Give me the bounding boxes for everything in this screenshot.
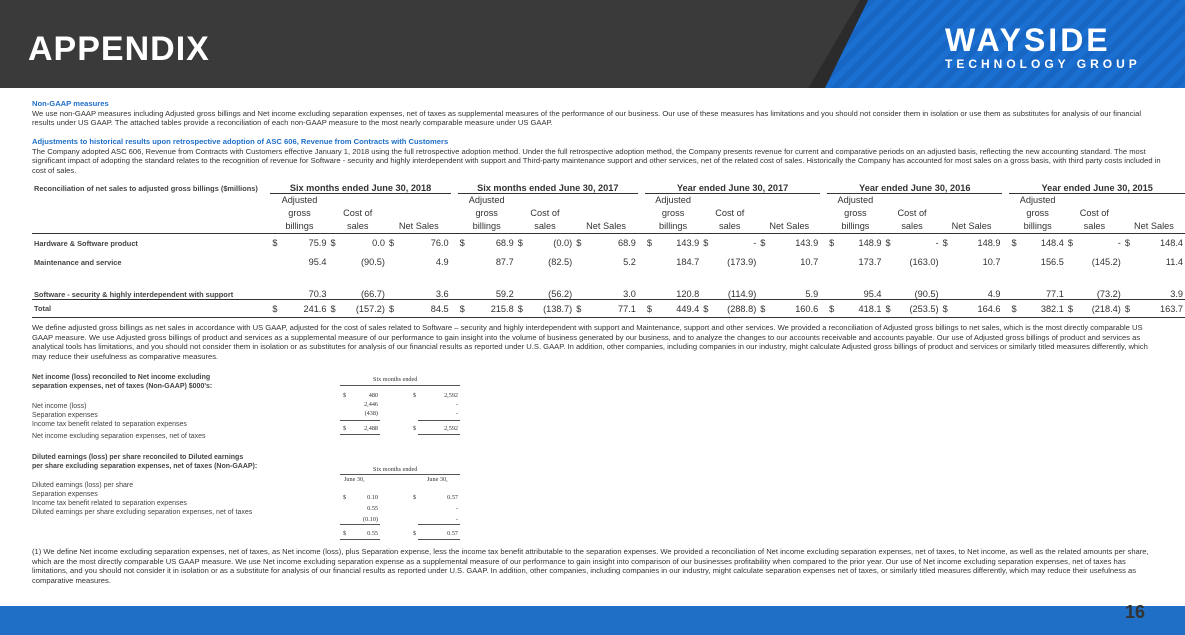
table-cell: (56.2) [548,289,573,299]
table-cell: 95.4 [308,257,327,267]
table-cell: 164.6 [977,303,1001,314]
col-header: gross [844,208,867,218]
col-header: Cost of [1079,208,1109,218]
col-header: Net Sales [1134,221,1174,231]
table-cell: (82.5) [548,257,573,267]
currency-symbol: $ [829,303,835,314]
column-spacer [820,253,827,272]
table-cell: (253.5) [909,303,939,314]
eps-dollar: $ [343,530,347,537]
eps-sum-rule [340,524,380,525]
currency-symbol [458,272,475,300]
eps-value: 0.55 [367,530,378,537]
asc606-heading: Adjustments to historical results upon retrospective adoption of ASC 606, Revenue from Contracts with Customers [32,137,449,146]
column-spacer [1002,234,1009,253]
col-header-row-1 [32,194,1185,208]
currency-symbol: $ [272,303,278,314]
table-cell: 241.6 [303,303,327,314]
currency-symbol [387,253,404,272]
eps-header-rule [340,474,460,475]
nongaap-section [32,99,1162,128]
page-title: APPENDIX [28,30,210,68]
table-cell: 3.9 [1170,289,1183,299]
currency-symbol: $ [388,303,395,314]
table-cell: 3.0 [623,289,636,299]
eps-dollar: $ [413,530,417,537]
table-cell: 4.9 [435,257,449,267]
currency-symbol: $ [1124,238,1130,249]
definition-section [32,323,1162,361]
currency-symbol: $ [885,238,891,249]
currency-symbol: $ [517,238,523,249]
table-cell: - [935,238,939,249]
currency-symbol [884,272,900,300]
table-cell: 75.9 [308,238,327,249]
group-header: Year ended June 30, 2017 [645,183,820,194]
group-header: Year ended June 30, 2016 [827,183,1002,194]
eps-label: Separation expenses [32,491,98,498]
col-header: Net Sales [586,221,626,231]
ni-value: 480 [368,392,378,399]
col-header: Cost of [530,208,560,218]
eps-value: 0.57 [447,494,458,501]
currency-symbol [516,253,532,272]
table-cell: 4.9 [987,289,1001,299]
table-cell: 173.7 [858,257,882,267]
ni-label: Income tax benefit related to separation expenses [32,421,187,428]
ni-value: - [455,410,458,417]
currency-symbol: $ [885,303,891,314]
ni-dollar: $ [343,392,347,399]
eps-label: Diluted earnings (loss) per share [32,482,134,489]
col-header: gross [288,208,311,218]
ni-label: Separation expenses [32,412,98,419]
column-spacer [820,234,827,253]
col-header: gross [1026,208,1049,218]
currency-symbol: $ [646,303,653,314]
ni-dollar: $ [343,425,347,432]
column-spacer [638,272,645,300]
column-spacer [638,234,645,253]
table-cell: 0.0 [372,238,385,249]
col-header: sales [346,221,369,231]
eps-value: 0.57 [447,530,458,537]
currency-symbol [1123,253,1139,272]
column-spacer [451,272,458,300]
table-cell: - [753,238,757,249]
table-cell: 120.8 [676,289,700,299]
column-spacer [451,234,458,253]
table-cell: 5.9 [805,289,819,299]
eps-total-rule [340,539,380,540]
col-header: Net Sales [769,221,810,231]
currency-symbol [827,272,843,300]
eps-title-line-2: per share excluding separation expenses, net of taxes (Non-GAAP): [32,463,258,470]
col-header: sales [719,221,741,231]
currency-symbol: $ [1067,303,1073,314]
nongaap-heading: Non-GAAP measures [32,99,109,108]
currency-symbol [1009,272,1025,300]
column-spacer [451,253,458,272]
table-row [32,234,1185,253]
col-header: Cost of [715,208,745,218]
column-spacer [638,253,645,272]
currency-symbol [328,253,344,272]
eps-value: - [455,516,458,523]
col-header: sales [534,221,556,231]
ni-label: Net income excluding separation expenses, net of taxes [32,433,206,440]
table-cell: (138.7) [543,303,573,314]
table-cell: 148.4 [1160,238,1183,249]
currency-symbol [645,272,661,300]
currency-symbol [1009,253,1025,272]
col-header: Adjusted [655,195,691,205]
eps-dollar: $ [343,494,347,501]
row-label: Maintenance and service [34,257,122,267]
currency-symbol [574,253,591,272]
col-header: sales [1083,221,1106,231]
table-cell: 5.2 [623,257,636,267]
currency-symbol: $ [942,238,948,249]
ni-value: (438) [364,410,378,417]
currency-symbol [701,253,717,272]
table-cell: - [1117,238,1121,249]
table-cell: (0.0) [553,238,573,249]
currency-symbol: $ [272,238,278,249]
table-cell: 163.7 [1160,303,1183,314]
col-header: Net Sales [951,221,992,231]
table-cell: (173.9) [727,257,757,267]
ni-value: 2,592 [444,392,458,399]
currency-symbol: $ [1124,303,1130,314]
ni-period-header: Six months ended [373,376,418,383]
eps-total-rule [418,539,460,540]
table-row [32,300,1185,318]
currency-symbol: $ [576,303,582,314]
currency-symbol [270,253,287,272]
ni-sum-rule [340,420,380,421]
col-header: gross [661,208,685,218]
col-header: Adjusted [468,195,505,205]
table-cell: 10.7 [800,257,819,267]
table-cell: 87.7 [495,257,514,267]
table-cell: (163.0) [909,257,939,267]
currency-symbol: $ [760,238,766,249]
currency-symbol: $ [942,303,948,314]
group-header: Year ended June 30, 2015 [1009,183,1185,194]
currency-symbol [270,272,287,300]
eps-value: 0.55 [367,505,378,512]
footnote-section [32,547,1162,585]
currency-symbol: $ [760,303,766,314]
table-cell: 11.4 [1165,257,1183,267]
eps-label: Income tax benefit related to separation expenses [32,500,187,507]
currency-symbol [758,272,774,300]
table-cell: 148.4 [1040,238,1064,249]
footnote-body: (1) We define Net income excluding separation expenses, net of taxes, as Net income (loss), plus Separation expense, less the income tax benefit attributable to the separation expenses. We provided a reconciliation of Net income excluding separation expenses, net of taxes, to Net income, as well as the related amounts per share, which are the most directly comparable US GAAP measure. We use Net income excluding separation expense as a supplemental measure of our performance to gain insight into comparison of our businesses profitability when compared to the prior year. Our use of Net income excluding separation expenses, net of taxes has limitations, and you should not consider it in isolation or as a substitute for analysis of our financial results as reported under U.S. GAAP. In addition, other companies, including companies in our industry, might calculate separation expenses net of taxes, or similarly titled measures differently, which may reduce their usefulness as comparative measures. [32,547,1149,585]
table-cell: 77.1 [1045,289,1064,299]
currency-symbol [884,253,900,272]
ni-sum-rule [418,420,460,421]
ni-total-rule [340,434,380,435]
eps-value: - [455,505,458,512]
table-cell: (145.2) [1091,257,1121,267]
table-cell: 59.2 [495,289,514,299]
row-label: Software - security & highly interdependent with support [34,290,234,299]
page-number: 16 [1124,602,1145,622]
eps-col-header: June 30, [427,476,448,483]
currency-symbol [1066,253,1082,272]
ni-header-rule [340,385,460,386]
eps-col-header: June 30, [344,476,365,483]
currency-symbol: $ [576,238,582,249]
table-cell: (288.8) [727,303,757,314]
table-cell: 95.4 [863,289,882,299]
col-header-row-2 [32,207,1185,220]
col-header: Adjusted [837,195,874,205]
table-cell: 68.9 [495,238,514,249]
currency-symbol: $ [459,238,465,249]
table-cell: 160.6 [795,303,819,314]
currency-symbol: $ [829,238,835,249]
col-header: billings [285,221,314,231]
currency-symbol [941,253,957,272]
eps-label: Diluted earnings per share excluding separation expenses, net of taxes [32,509,253,516]
table-cell: 84.5 [430,303,449,314]
table-cell: (114.9) [727,289,757,299]
currency-symbol [458,253,475,272]
eps-value: 0.10 [367,494,378,501]
ni-value: 2,446 [364,401,378,408]
currency-symbol: $ [703,238,709,249]
ni-title-line-1: Net income (loss) reconciled to Net income excluding [32,374,211,381]
currency-symbol [516,272,532,300]
currency-symbol: $ [703,303,709,314]
table-cell: 156.5 [1040,257,1064,267]
col-header: Adjusted [1019,195,1056,205]
currency-symbol [941,272,957,300]
column-spacer [820,300,827,318]
row-label: Total [34,304,52,313]
table-cell: 68.9 [618,238,636,249]
eps-dollar: $ [413,494,417,501]
col-header: gross [475,208,498,218]
currency-symbol [701,272,717,300]
table-cell: 382.1 [1040,303,1064,314]
table-cell: 76.0 [430,238,449,249]
asc606-body: The Company adopted ASC 606, Revenue from Contracts with Customers effective January 1, 2018 using the full retrospective adoption method. Under the full retrospective adoption method, the Company presents revenue for current and comparative periods on an adjusted basis, reflecting the new accounting standard. The most significant impact of adopting the standard relates to the recognition of revenue for Software - security and highly interdependent with support and Third-party maintenance support and other services, net of the related cost of sales. Historically the Company has accounted for most sales on a gross basis, with third party costs included in cost of sales. [32,146,1161,175]
col-header: Cost of [343,208,373,218]
table-cell: 10.7 [982,257,1001,267]
currency-symbol: $ [1067,238,1073,249]
col-header: billings [472,221,501,231]
table-cell: 418.1 [858,303,882,314]
eps-value: (0.10) [363,516,378,523]
ni-dollar: $ [413,425,417,432]
table-cell: (66.7) [360,289,385,299]
table-cell: 184.7 [676,257,700,267]
currency-symbol: $ [1011,303,1017,314]
ni-total-rule [418,434,460,435]
group-header: Six months ended June 30, 2018 [270,183,450,194]
company-logo: WAYSIDE [945,22,1111,58]
col-header: sales [901,221,923,231]
table-row [32,272,1185,300]
currency-symbol: $ [517,303,523,314]
table-cell: 148.9 [977,238,1001,249]
currency-symbol: $ [388,238,395,249]
col-header: billings [659,221,688,231]
ni-value: - [455,401,458,408]
table-row [32,253,1185,272]
definition-body: We define adjusted gross billings as net sales in accordance with US GAAP, adjusted for the cost of sales related to Software – security and highly interdependent with support and Maintenance, support and other services. We provided a reconciliation of Adjusted gross billings to net sales, which is the most directly comparable US GAAP measure. We use Adjusted gross billings of product and services as a supplemental measure of our performance to gain insight into the volume of business generated by our business, and to analyze the changes to our accounts receivable and accounts payable. Our use of Adjusted gross billings of product and services as analytical tools has limitations, and you should not consider them in isolation or as substitutes for analysis of our financial results as reported under U.S. GAAP. In addition, other companies, including companies in our industry, might calculate Adjusted gross billings of product and services or similarly titled measures differently, which may reduce their usefulness as comparative measures. [32,323,1148,361]
ni-value: 2,488 [364,425,378,432]
col-header: billings [841,221,870,231]
col-header-row-3 [32,220,1185,234]
table-cell: 77.1 [618,303,636,314]
currency-symbol: $ [330,303,336,314]
col-header: Cost of [897,208,927,218]
currency-symbol: $ [459,303,465,314]
table-cell: 449.4 [676,303,700,314]
currency-symbol [827,253,843,272]
ni-title-line-2: separation expenses, net of taxes (Non-GAAP) $000's: [32,383,213,390]
currency-symbol [645,253,661,272]
header-band [0,0,1185,88]
currency-symbol: $ [646,238,653,249]
ni-value: 2,592 [444,425,458,432]
table-cell: (73.2) [1096,289,1121,299]
currency-symbol [387,272,404,300]
reconciliation-label: Reconciliation of net sales to adjusted gross billings ($millions) [34,183,258,193]
column-spacer [638,300,645,318]
table-cell: 215.8 [490,303,514,314]
footer-band [0,606,1185,635]
table-cell: (90.5) [914,289,939,299]
ni-label: Net income (loss) [32,403,87,410]
col-header: Net Sales [398,221,439,231]
currency-symbol [758,253,774,272]
column-spacer [1002,300,1009,318]
currency-symbol [328,272,344,300]
table-cell: 148.9 [858,238,882,249]
column-spacer [1002,253,1009,272]
currency-symbol [1123,272,1139,300]
column-spacer [820,272,827,300]
table-cell: (218.4) [1091,303,1121,314]
nongaap-body: We use non-GAAP measures including Adjusted gross billings and Net income excluding separation expenses, net of taxes as supplemental measures of the performance of our business. Our use of these measures has limitations and you should not consider them in isolation or use them as substitutes for analysis of our financial results under US GAAP. The attached tables provide a reconciliation of each non-GAAP measure to the most nearly comparable measure under US GAAP. [32,108,1142,128]
column-spacer [1002,272,1009,300]
table-cell: 3.6 [435,289,449,299]
company-logo-tagline: TECHNOLOGY GROUP [945,57,1141,71]
reconciliation-table [32,183,1185,318]
column-spacer [451,300,458,318]
ni-dollar: $ [413,392,417,399]
table-cell: (90.5) [360,257,385,267]
row-label: Hardware & Software product [34,238,138,248]
table-cell: 143.9 [795,238,819,249]
group-header: Six months ended June 30, 2017 [458,183,638,194]
currency-symbol [1066,272,1082,300]
table-cell: 70.3 [308,289,327,299]
currency-symbol: $ [330,238,336,249]
col-header: Adjusted [281,195,318,205]
currency-symbol [574,272,591,300]
asc606-section [32,137,1162,175]
table-cell: (157.2) [355,303,385,314]
eps-period-header: Six months ended [373,466,418,473]
table-cell: 143.9 [676,238,700,249]
eps-sum-rule [418,524,460,525]
currency-symbol: $ [1011,238,1017,249]
eps-title-line-1: Diluted earnings (loss) per share reconciled to Diluted earnings [32,454,244,461]
col-header: billings [1023,221,1052,231]
